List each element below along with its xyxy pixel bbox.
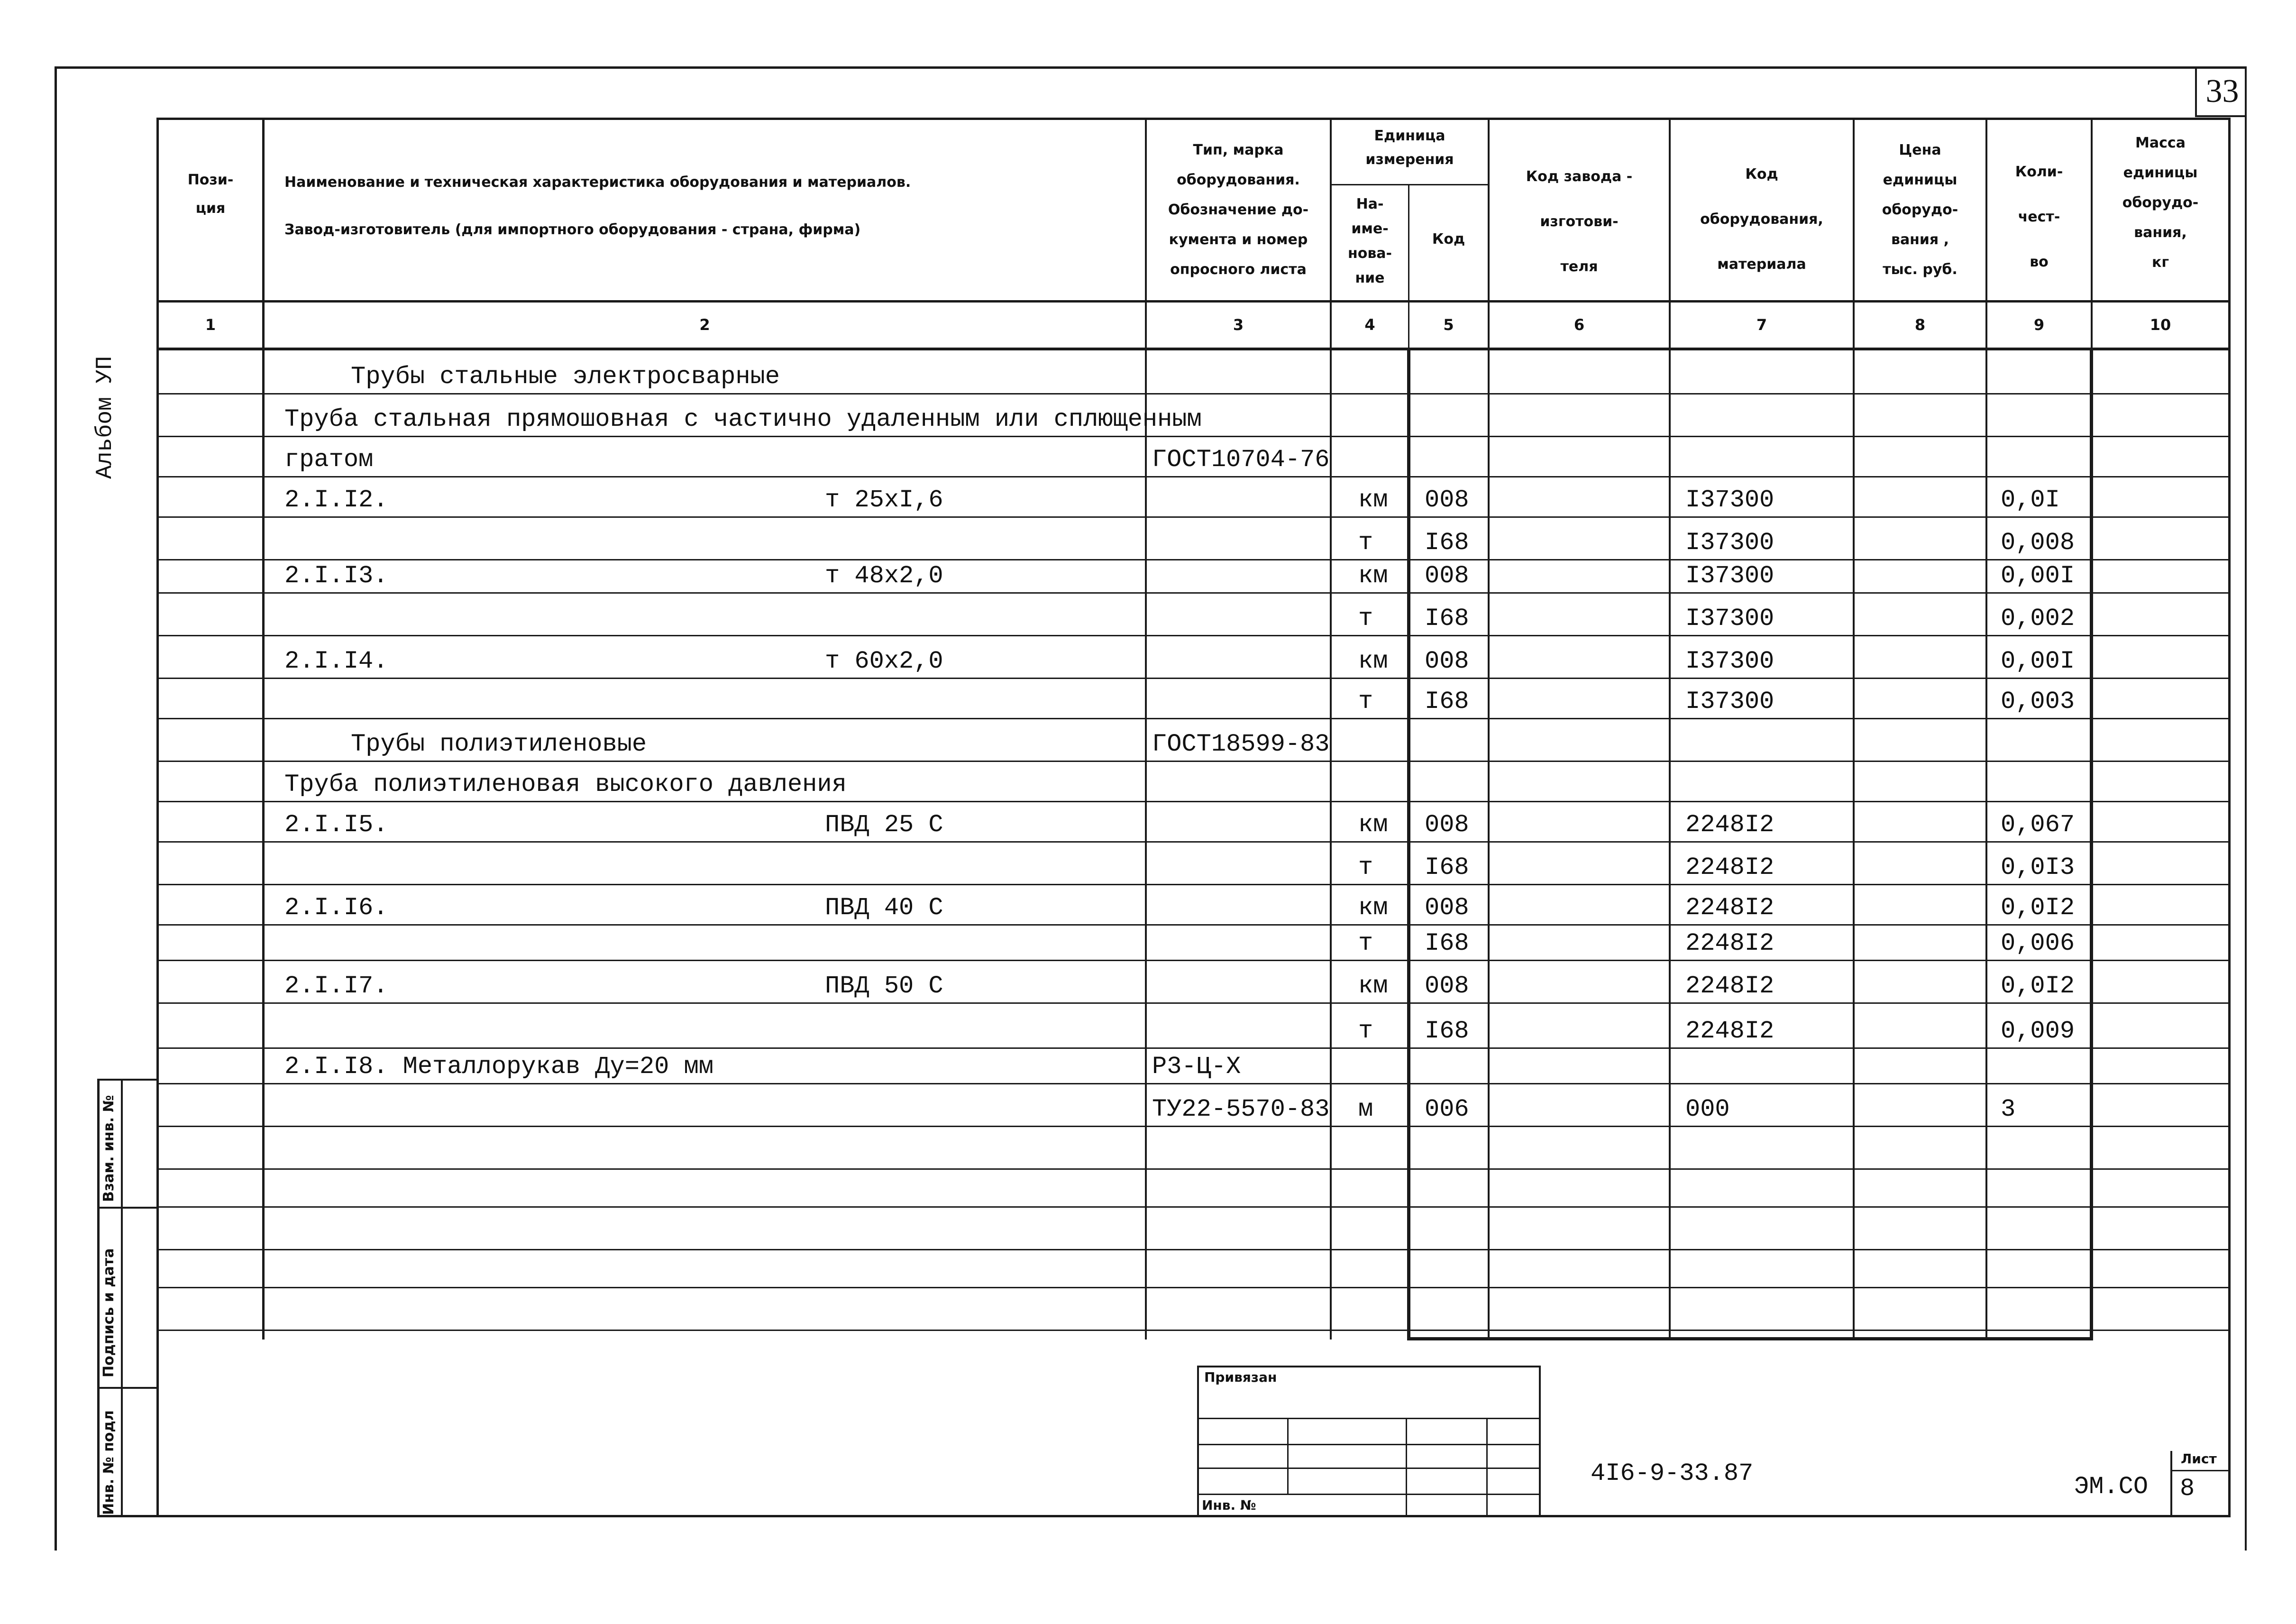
row-unit-code: 008: [1425, 647, 1469, 675]
table-right: [2228, 118, 2231, 1516]
album-label: Альбом УП: [92, 356, 118, 479]
row-divider: [156, 884, 2231, 885]
row-name: 2.I.I3.: [284, 562, 388, 590]
tb-col-3: [1486, 1418, 1488, 1517]
row-divider: [156, 1126, 2231, 1127]
row-quantity: 0,009: [2001, 1017, 2075, 1045]
tb-col-2: [1406, 1418, 1407, 1517]
hdr-type: Тип, марка оборудования. Обозначение до- кумента и номер опросного листа: [1168, 142, 1309, 278]
tb-sheet-label: Лист: [2181, 1451, 2217, 1467]
corner-box-bottom: [2195, 115, 2245, 117]
colnum-10: 10: [2150, 316, 2171, 334]
colnum-2: 2: [699, 316, 710, 334]
row-material-code: 2248I2: [1685, 972, 1775, 1000]
table-bottom: [100, 1515, 2231, 1517]
row-divider: [156, 436, 2231, 437]
tb-row-3: [1197, 1468, 1541, 1469]
stamp-top: [97, 1079, 159, 1081]
row-name: 2.I.I6.: [284, 894, 388, 922]
row-name: 2.I.I4.: [284, 647, 388, 675]
hdr-unit-name: На- име- нова- ние: [1347, 196, 1392, 286]
row-unit: т: [1358, 688, 1373, 716]
row-quantity: 0,00I: [2001, 562, 2075, 590]
stamp-div-1: [97, 1207, 159, 1209]
row-unit: км: [1358, 486, 1388, 514]
row-quantity: 0,006: [2001, 929, 2075, 957]
thick-box-left: [1407, 349, 1410, 1340]
hdr-unit-code: Код: [1432, 231, 1465, 248]
colnum-5: 5: [1443, 316, 1454, 334]
row-name: Труба стальная прямошовная с частично удаленным или сплющенным: [284, 405, 1202, 433]
hdr-position: Пози- ция: [187, 172, 234, 217]
stamp-outer-left: [97, 1079, 100, 1517]
row-unit: км: [1358, 972, 1388, 1000]
hdr-mass: Масса единицы оборудо- вания, кг: [2122, 135, 2199, 271]
row-unit: км: [1358, 894, 1388, 922]
row-material-code: I37300: [1685, 486, 1775, 514]
row-divider: [156, 960, 2231, 961]
row-divider: [156, 1047, 2231, 1049]
row-name: Труба полиэтиленовая высокого давления: [284, 771, 847, 798]
stamp-sign-date: Подпись и дата: [101, 1248, 117, 1377]
row-unit-code: 008: [1425, 894, 1469, 922]
colnum-9: 9: [2033, 316, 2045, 334]
row-doc: ГОСТ18599-83: [1152, 730, 1330, 758]
row-unit-code: I68: [1425, 853, 1469, 881]
row-name: 2.I.I7.: [284, 972, 388, 1000]
row-divider: [156, 801, 2231, 802]
row-material-code: 2248I2: [1685, 894, 1775, 922]
row-quantity: 3: [2001, 1095, 2016, 1123]
row-divider: [156, 678, 2231, 679]
colnum-7: 7: [1756, 316, 1767, 334]
row-divider: [156, 393, 2231, 395]
hdr-factory-code: Код завода - изготови- теля: [1526, 168, 1633, 275]
colnum-3: 3: [1233, 316, 1244, 334]
row-divider: [156, 761, 2231, 762]
tb-sheet-box-mid: [2170, 1470, 2230, 1471]
row-divider: [156, 841, 2231, 843]
stamp-inner-left: [121, 1079, 123, 1517]
tb-col-1: [1287, 1418, 1289, 1494]
row-unit: т: [1358, 853, 1373, 881]
row-quantity: 0,002: [2001, 605, 2075, 633]
row-quantity: 0,0I2: [2001, 972, 2075, 1000]
tb-sheet-number: 8: [2180, 1475, 2195, 1503]
row-unit-code: I68: [1425, 929, 1469, 957]
row-spec: т 48х2,0: [825, 562, 943, 590]
row-material-code: I37300: [1685, 529, 1775, 557]
hdr-name: Наименование и техническая характеристика оборудования и материалов. Завод-изготовитель (для импортного оборудования - страна, фирма): [284, 174, 911, 238]
tb-row-2: [1197, 1444, 1541, 1445]
row-unit: м: [1358, 1095, 1373, 1123]
row-unit-code: 008: [1425, 486, 1469, 514]
row-quantity: 0,067: [2001, 811, 2075, 839]
row-divider: [156, 1330, 2231, 1331]
row-divider: [156, 476, 2231, 477]
colnum-8: 8: [1914, 316, 1926, 334]
row-name: Трубы полиэтиленовые: [351, 730, 647, 758]
row-name: 2.I.I8. Металлорукав Ду=20 мм: [284, 1053, 713, 1081]
row-divider: [156, 635, 2231, 636]
row-name: гратом: [284, 446, 374, 474]
tb-privyazan-top: [1197, 1366, 1541, 1367]
row-divider: [156, 1083, 2231, 1084]
row-quantity: 0,003: [2001, 688, 2075, 716]
row-divider: [156, 1168, 2231, 1170]
tb-row-4: [1197, 1494, 1541, 1495]
row-quantity: 0,00I: [2001, 647, 2075, 675]
row-material-code: 2248I2: [1685, 811, 1775, 839]
tb-privyazan-label: Привязан: [1204, 1369, 1277, 1385]
tb-sheet-box-left: [2170, 1451, 2172, 1516]
row-name: 2.I.I5.: [284, 811, 388, 839]
stamp-div-2: [97, 1387, 159, 1389]
row-quantity: 0,008: [2001, 529, 2075, 557]
tb-doc-code: 4I6-9-33.87: [1591, 1459, 1754, 1487]
row-material-code: I37300: [1685, 647, 1775, 675]
frame-top: [55, 66, 2245, 69]
row-unit-code: I68: [1425, 529, 1469, 557]
colnum-1: 1: [205, 316, 216, 334]
thick-box-bottom: [1407, 1337, 2093, 1340]
tb-section: ЭМ.СО: [2074, 1473, 2149, 1501]
corner-box-left: [2195, 66, 2197, 116]
row-quantity: 0,0I2: [2001, 894, 2075, 922]
row-unit-code: I68: [1425, 605, 1469, 633]
row-unit-code: 006: [1425, 1095, 1469, 1123]
thick-box-right: [2090, 349, 2093, 1340]
row-unit-code: I68: [1425, 688, 1469, 716]
row-material-code: I37300: [1685, 605, 1775, 633]
hdr-unit-group: Единица измерения: [1365, 128, 1454, 168]
row-spec: т 60х2,0: [825, 647, 943, 675]
row-spec: ПВД 40 С: [825, 894, 943, 922]
row-unit: км: [1358, 811, 1388, 839]
tb-row-1: [1197, 1418, 1541, 1419]
row-divider: [156, 718, 2231, 719]
row-unit-code: 008: [1425, 972, 1469, 1000]
row-unit: км: [1358, 562, 1388, 590]
frame-right: [2245, 66, 2247, 1551]
row-divider: [156, 559, 2231, 560]
row-spec: ПВД 25 С: [825, 811, 943, 839]
row-unit: т: [1358, 929, 1373, 957]
colnum-4: 4: [1364, 316, 1375, 334]
row-unit: т: [1358, 1017, 1373, 1045]
row-material-code: 2248I2: [1685, 853, 1775, 881]
hdr-material-code: Код оборудования, материала: [1700, 166, 1823, 273]
row-unit: т: [1358, 605, 1373, 633]
row-spec: ПВД 50 С: [825, 972, 943, 1000]
stamp-inv-replace: Взам. инв. №: [101, 1095, 117, 1202]
row-material-code: I37300: [1685, 688, 1775, 716]
row-divider: [156, 1206, 2231, 1208]
row-divider: [156, 592, 2231, 594]
row-quantity: 0,0I3: [2001, 853, 2075, 881]
row-material-code: 000: [1685, 1095, 1730, 1123]
row-doc: ГОСТ10704-76: [1152, 446, 1330, 474]
table-top: [156, 118, 2231, 120]
hdr-price: Цена единицы оборудо- вания , тыс. руб.: [1882, 142, 1958, 278]
row-material-code: 2248I2: [1685, 1017, 1775, 1045]
row-doc: Р3-Ц-Х: [1152, 1053, 1241, 1081]
sheet-corner-number: 33: [2205, 73, 2239, 110]
row-divider: [156, 1287, 2231, 1288]
row-spec: т 25хI,6: [825, 486, 943, 514]
hdr-quantity: Коли- чест- во: [2015, 164, 2063, 270]
stamp-inv-original: Инв. № подл: [101, 1410, 117, 1515]
row-name: 2.I.I2.: [284, 486, 388, 514]
row-unit: км: [1358, 647, 1388, 675]
row-doc: ТУ22-5570-83: [1152, 1095, 1330, 1123]
tb-inv-no-label: Инв. №: [1202, 1497, 1256, 1513]
row-divider: [156, 1249, 2231, 1250]
row-divider: [156, 1002, 2231, 1004]
row-material-code: I37300: [1685, 562, 1775, 590]
colnum-6: 6: [1573, 316, 1585, 334]
row-unit-code: 008: [1425, 562, 1469, 590]
row-divider: [156, 516, 2231, 518]
row-unit-code: 008: [1425, 811, 1469, 839]
row-name: Трубы стальные электросварные: [351, 363, 780, 391]
row-divider: [156, 924, 2231, 926]
row-unit: т: [1358, 529, 1373, 557]
frame-left: [55, 66, 57, 1551]
row-quantity: 0,0I: [2001, 486, 2060, 514]
row-material-code: 2248I2: [1685, 929, 1775, 957]
row-unit-code: I68: [1425, 1017, 1469, 1045]
